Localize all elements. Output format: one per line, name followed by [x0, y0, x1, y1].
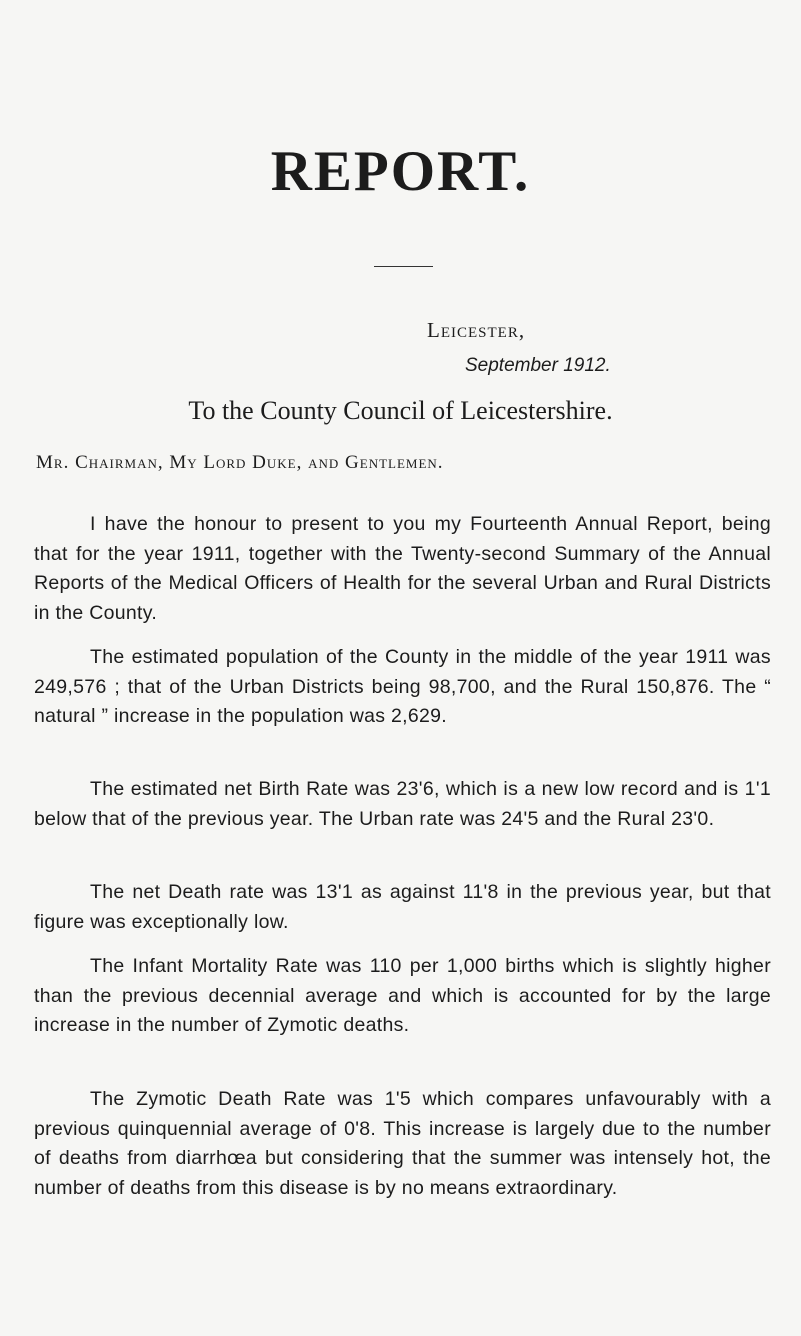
paragraph-death-rate: The net Death rate was 13'1 as against 11'8 in the previous year, but that figure was exceptionally low.	[34, 881, 771, 933]
title-divider	[374, 266, 433, 267]
report-title: REPORT.	[270, 140, 531, 203]
paragraph-introduction: I have the honour to present to you my Fourteenth Annual Report, being that for the year 1911, together with the Twenty-second Summary of the Annual Reports of the Medical Officers of Health for the several Urban and Rural Districts in the County.	[34, 513, 771, 624]
salutation: Mr. Chairman, My Lord Duke, and Gentlemen.	[36, 452, 444, 473]
date-line: September 1912.	[465, 355, 611, 376]
paragraph-zymotic-death-rate: The Zymotic Death Rate was 1'5 which compares unfavourably with a previous quinquennial average of 0'8. This increase is largely due to the number of deaths from diarrhœa but considering that the summer was intensely hot, the number of deaths from this disease is by no means extraordinary.	[34, 1088, 771, 1199]
paragraph-population: The estimated population of the County in the middle of the year 1911 was 249,576 ; that of the Urban Districts being 98,700, and the Rural 150,876. The “ natural ” increase in the population was 2,629.	[34, 646, 771, 727]
place-line: Leicester,	[427, 318, 526, 342]
paragraph-infant-mortality: The Infant Mortality Rate was 110 per 1,000 births which is slightly higher than the previous decennial average and which is accounted for by the large increase in the number of Zymotic deaths.	[34, 955, 771, 1036]
paragraph-birth-rate: The estimated net Birth Rate was 23'6, which is a new low record and is 1'1 below that of the previous year. The Urban rate was 24'5 and the Rural 23'0.	[34, 778, 771, 830]
address-heading: To the County Council of Leicestershire.	[188, 396, 613, 425]
